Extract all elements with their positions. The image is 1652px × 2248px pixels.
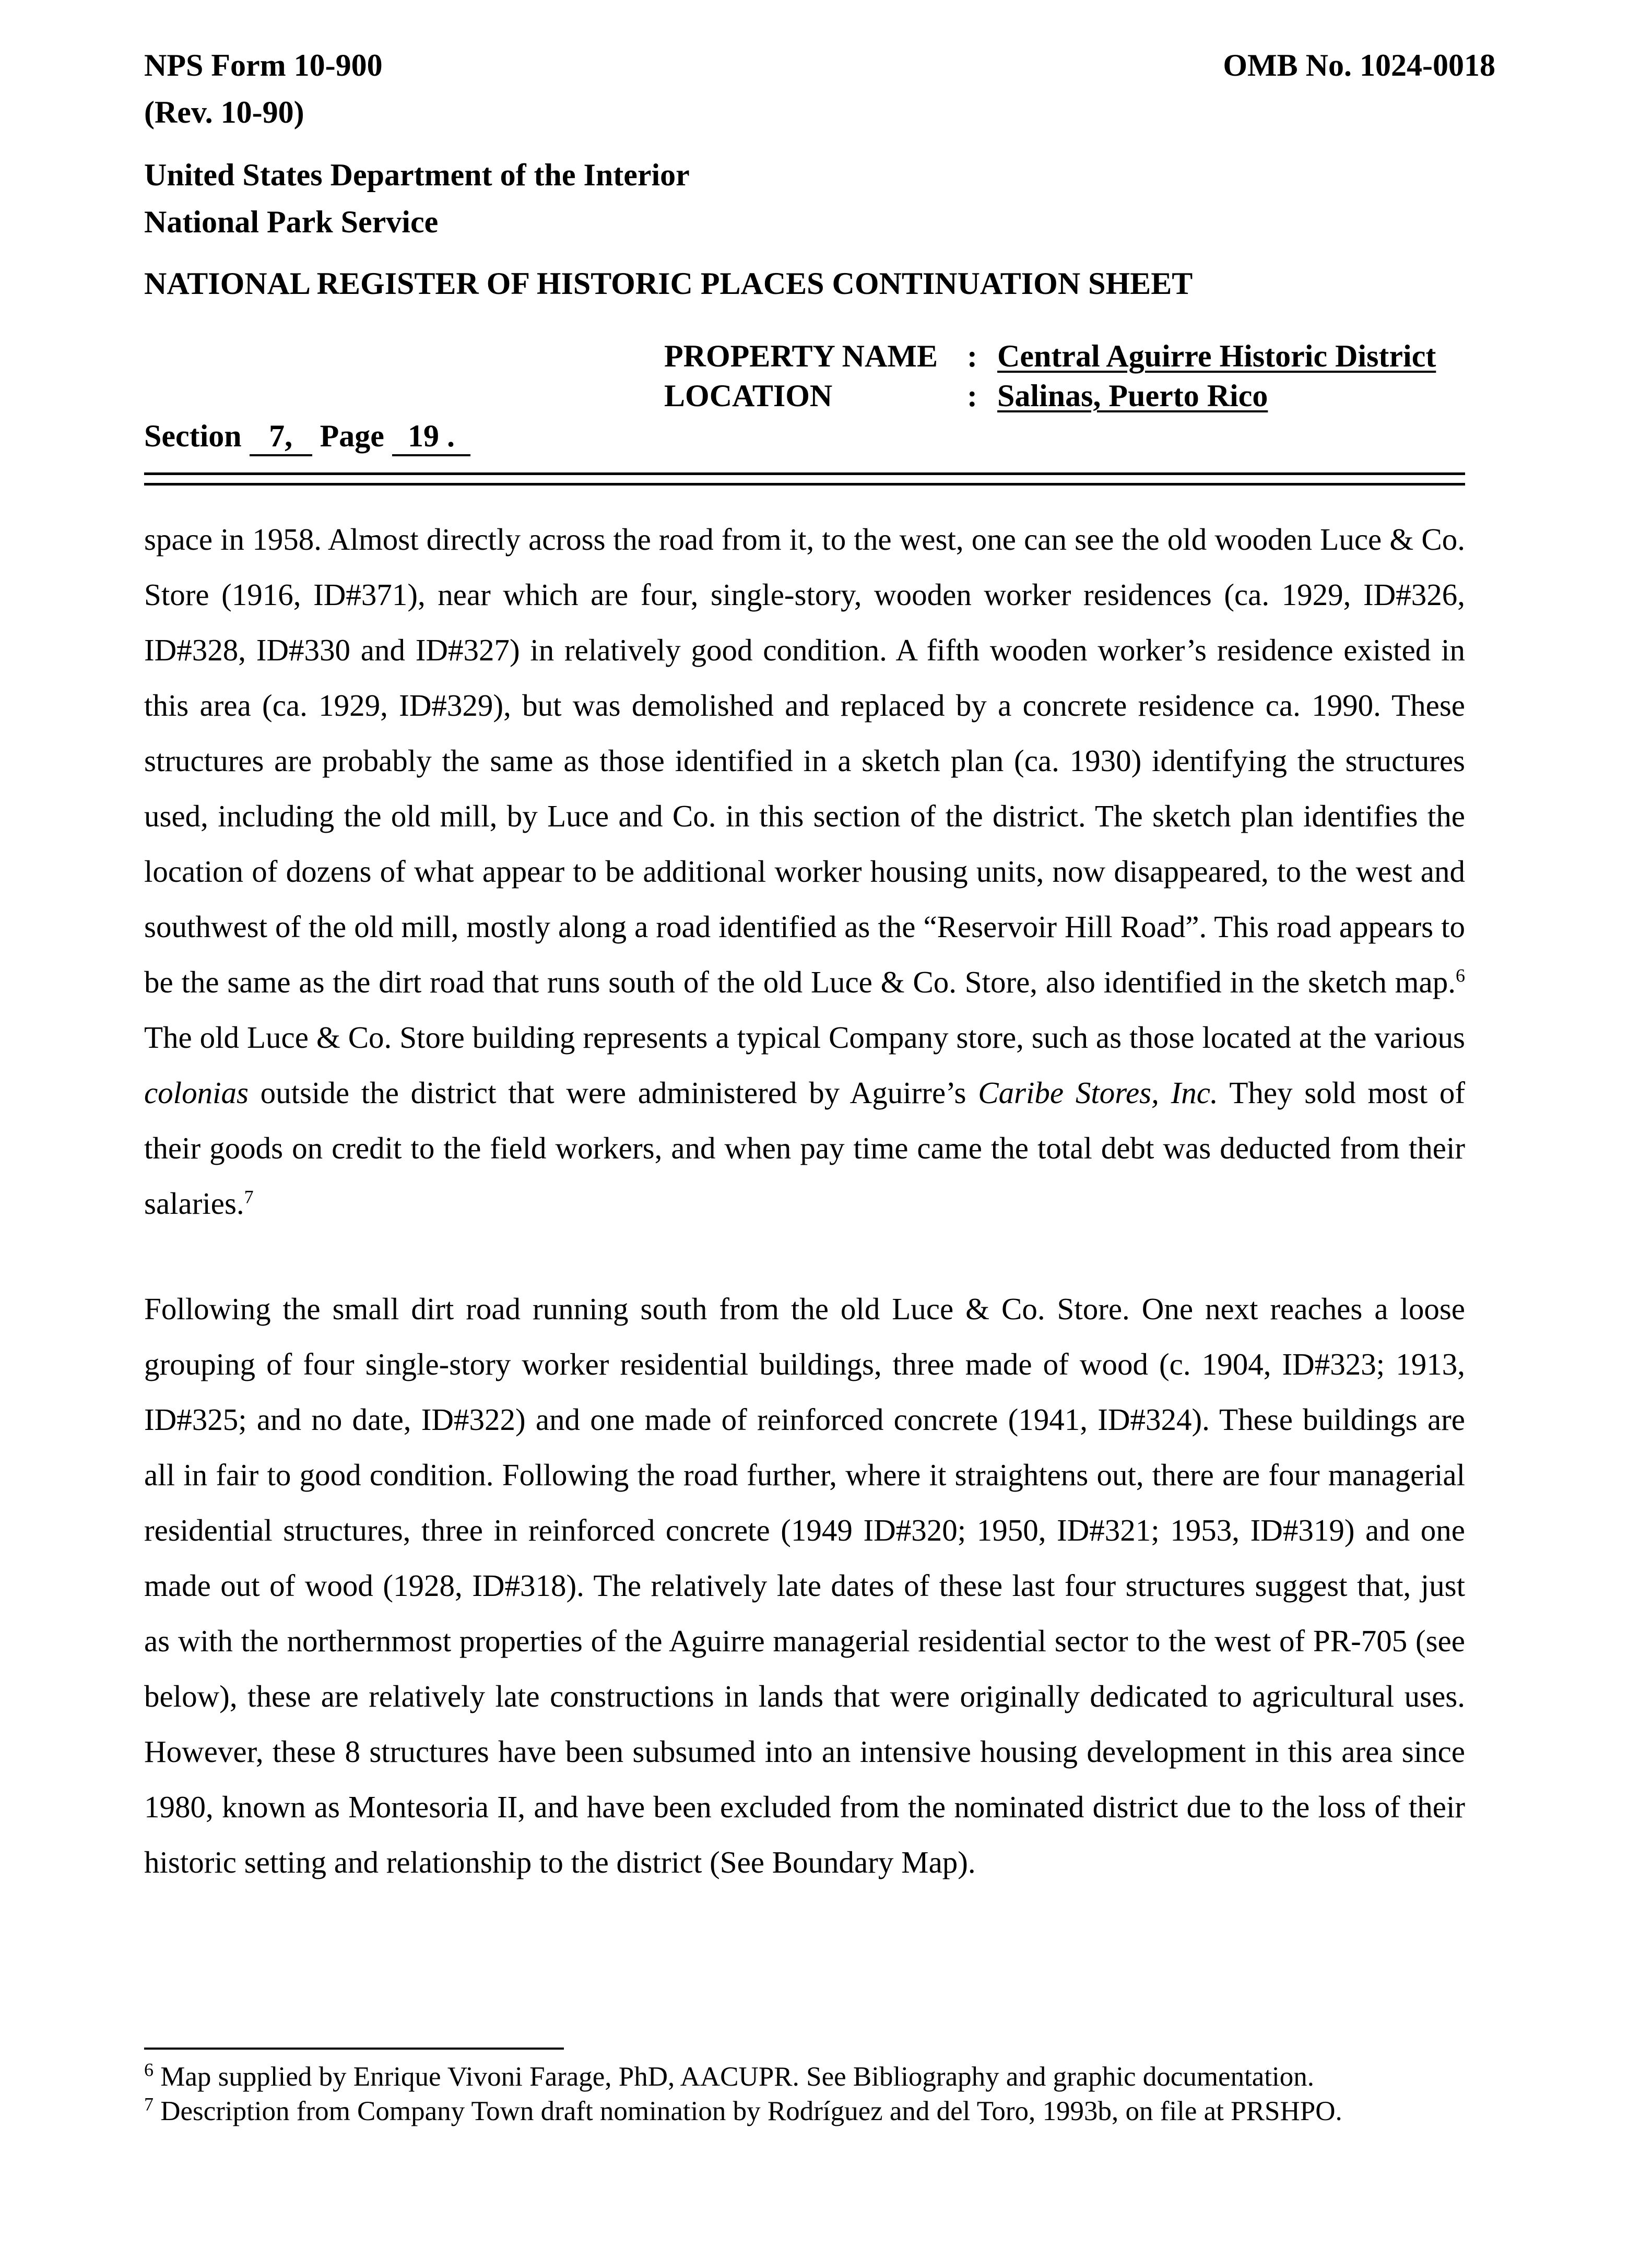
- department-name: United States Department of the Interior: [144, 158, 690, 192]
- footnote-6-number: 6: [144, 2059, 154, 2080]
- footnote-ref-6: 6: [1456, 965, 1465, 986]
- footnote-7-number: 7: [144, 2093, 154, 2115]
- footnote-7-text: Description from Company Town draft nomination by Rodríguez and del Toro, 1993b, on file at PRSHPO.: [154, 2096, 1342, 2126]
- section-number-text: 7: [269, 419, 285, 453]
- page-number: [392, 418, 470, 456]
- p1-text-b: The old Luce & Co. Store building represents a typical Company store, such as those located at the various: [144, 1020, 1465, 1055]
- property-name-label: PROPERTY NAME: [664, 339, 938, 373]
- form-number: NPS Form 10-900: [144, 48, 383, 82]
- section-label: Section: [144, 419, 242, 453]
- p1-text-a: space in 1958. Almost directly across the road from it, to the west, one can see the old wooden Luce & Co. Store (1916, ID#371), near which are four, single-story, wooden worker residences (ca. 1929, ID#326, ID#328, ID#330 and ID#327) in relatively good condition. A fifth wooden worker’s residence existed in this area (ca. 1929, ID#329), but was demolished and replaced by a concrete residence ca. 1990. These structures are probably the same as those identified in a sketch plan (ca. 1930) identifying the structures used, including the old mill, by Luce and Co. in this section of the district. The sketch plan identifies the location of dozens of what appear to be additional worker housing units, now disappeared, to the west and southwest of the old mill, mostly along a road identified as the “Reservoir Hill Road”. This road appears to be the same as the dirt road that runs south of the old Luce & Co. Store, also identified in the sketch map.: [144, 522, 1465, 999]
- page-label: Page: [320, 419, 384, 453]
- body-paragraph-2: Following the small dirt road running south from the old Luce & Co. Store. One next reaches a loose grouping of four single-story worker residential buildings, three made of wood (c. 1904, ID#323; 1913, ID#325; and no date, ID#322) and one made of reinforced concrete (1941, ID#324). These buildings are all in fair to good condition. Following the road further, where it straightens out, there are four managerial residential structures, three in reinforced concrete (1949 ID#320; 1950, ID#321; 1953, ID#319) and one made out of wood (1928, ID#318). The relatively late dates of these last four structures suggest that, just as with the northernmost properties of the Aguirre managerial residential sector to the west of PR-705 (see below), these are relatively late constructions in lands that were originally dedicated to agricultural uses. However, these 8 structures have been subsumed into an intensive housing development in this area since 1980, known as Montesoria II, and have been excluded from the nominated district due to the loss of their historic setting and relationship to the district (See Boundary Map).: [144, 1292, 1465, 1879]
- agency-name: National Park Service: [144, 205, 439, 239]
- page-period: .: [446, 419, 455, 453]
- location-value: Salinas, Puerto Rico: [997, 378, 1268, 413]
- property-name-separator: :: [967, 339, 977, 373]
- sheet-title: NATIONAL REGISTER OF HISTORIC PLACES CONTINUATION SHEET: [144, 266, 1193, 301]
- footnote-6-text: Map supplied by Enrique Vivoni Farage, PhD, AACUPR. See Bibliography and graphic documentation.: [154, 2062, 1315, 2092]
- section-comma: ,: [285, 419, 293, 453]
- section-page-line: [144, 412, 470, 459]
- form-id-block: [144, 42, 383, 136]
- form-revision: (Rev. 10-90): [144, 95, 304, 129]
- footnote-7: [144, 2094, 1502, 2128]
- footnote-ref-7: 7: [244, 1186, 254, 1208]
- header-divider-top: [144, 472, 1465, 475]
- footnote-6: [144, 2060, 1502, 2094]
- p1-text-f: They sold most of their goods on credit to the field workers, and when pay time came the total debt was deducted from their salaries.: [144, 1075, 1465, 1221]
- body-paragraph-1: [144, 512, 1465, 1231]
- page-number-text: 19: [407, 419, 439, 453]
- footnotes: [144, 2060, 1502, 2128]
- section-number: [250, 418, 312, 456]
- p1-italic-colonias: colonias: [144, 1075, 249, 1110]
- footnote-divider: [144, 2048, 564, 2050]
- location-separator: :: [967, 378, 977, 413]
- property-block: [664, 336, 1436, 416]
- omb-number: OMB No. 1024-0018: [1223, 48, 1495, 82]
- property-name-value: Central Aguirre Historic District: [997, 339, 1436, 373]
- location-label: LOCATION: [664, 378, 833, 413]
- location-row: [664, 376, 1436, 416]
- property-name-row: [664, 336, 1436, 376]
- agency-block: [144, 151, 690, 245]
- p1-italic-caribe-stores: Caribe Stores, Inc.: [978, 1075, 1218, 1110]
- p1-text-d: outside the district that were administered by Aguirre’s: [248, 1075, 978, 1110]
- header-divider-bottom: [144, 483, 1465, 486]
